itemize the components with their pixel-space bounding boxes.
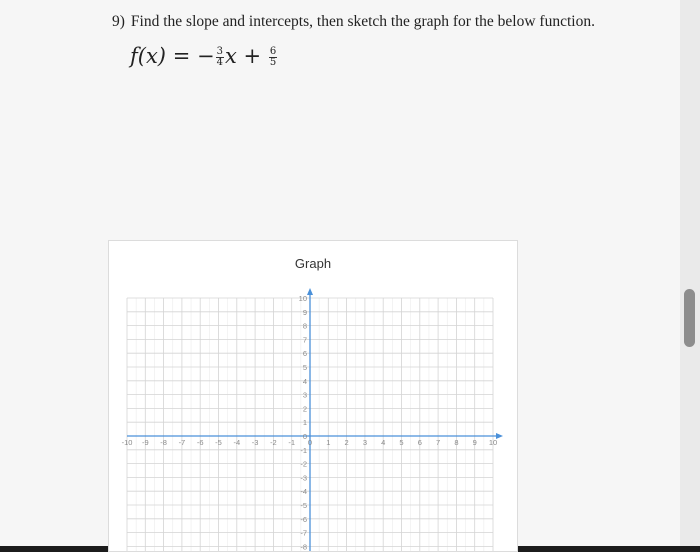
formula-fraction-slope (216, 47, 224, 68)
y-tick-label: 10 (298, 294, 307, 303)
x-tick-label: -7 (178, 438, 186, 447)
graph-widget[interactable] (108, 240, 518, 552)
y-tick-label: -6 (300, 514, 307, 524)
slope-denominator: 4 (216, 57, 223, 68)
question-text (112, 13, 595, 31)
x-tick-label: 8 (454, 438, 459, 447)
y-tick-label: 3 (302, 390, 307, 400)
x-tick-label: -6 (196, 438, 204, 447)
formula-plus: + (243, 44, 262, 68)
scrollbar-track[interactable] (680, 0, 700, 546)
x-tick-label: -4 (233, 438, 241, 447)
formula-variable: x (224, 44, 237, 68)
y-tick-label: -3 (300, 473, 307, 483)
x-tick-label: 0 (307, 438, 313, 447)
y-tick-label: 2 (302, 404, 307, 414)
formula-fraction-intercept (269, 47, 277, 68)
y-tick-label: 4 (302, 376, 307, 386)
y-tick-label: 8 (302, 321, 307, 331)
x-tick-label: 1 (326, 438, 331, 447)
y-tick-label: -8 (300, 542, 307, 551)
y-tick-label: 6 (302, 349, 307, 359)
y-tick-label: 5 (302, 363, 307, 372)
y-tick-label: 1 (302, 418, 307, 428)
graph-title: Graph (294, 256, 332, 271)
slope-numerator: 3 (216, 46, 223, 57)
x-tick-label: 4 (381, 438, 386, 447)
y-tick-label: -1 (300, 445, 307, 455)
x-tick-label: -3 (251, 438, 259, 447)
y-tick-label: 0 (302, 432, 307, 441)
y-axis-arrow (307, 288, 313, 295)
y-tick-label: 9 (302, 307, 307, 317)
formula-sign: − (197, 44, 215, 68)
x-tick-label: -5 (215, 438, 222, 447)
graph-plot-area[interactable] (109, 241, 517, 551)
question-prompt: Find the slope and intercepts, then sketch the graph for the below function. (130, 13, 595, 30)
formula-lhs: f(x) (130, 44, 167, 68)
x-tick-label: -2 (270, 438, 277, 447)
x-tick-label: 10 (488, 438, 498, 447)
y-tick-label: -5 (300, 501, 307, 510)
x-tick-label: 9 (472, 438, 477, 447)
x-tick-label: -1 (288, 438, 296, 447)
x-tick-label: 5 (399, 438, 404, 447)
function-formula (130, 44, 278, 68)
scrollbar-thumb[interactable] (684, 289, 695, 347)
x-tick-label: 2 (344, 438, 349, 447)
y-tick-label: -2 (300, 459, 307, 469)
y-tick-label: 7 (302, 335, 307, 345)
x-tick-label: 6 (417, 438, 422, 447)
x-tick-label: -8 (160, 438, 167, 447)
intercept-denominator: 5 (269, 57, 277, 68)
x-tick-label: -9 (141, 438, 149, 447)
x-tick-label: 7 (436, 438, 441, 447)
x-tick-label: -10 (121, 438, 133, 447)
formula-equals: = (172, 44, 191, 68)
intercept-numerator: 6 (269, 46, 277, 57)
y-tick-label: -4 (300, 487, 307, 497)
y-tick-label: -7 (300, 528, 307, 538)
x-tick-label: 3 (362, 438, 367, 447)
question-number: 9) (112, 13, 125, 30)
